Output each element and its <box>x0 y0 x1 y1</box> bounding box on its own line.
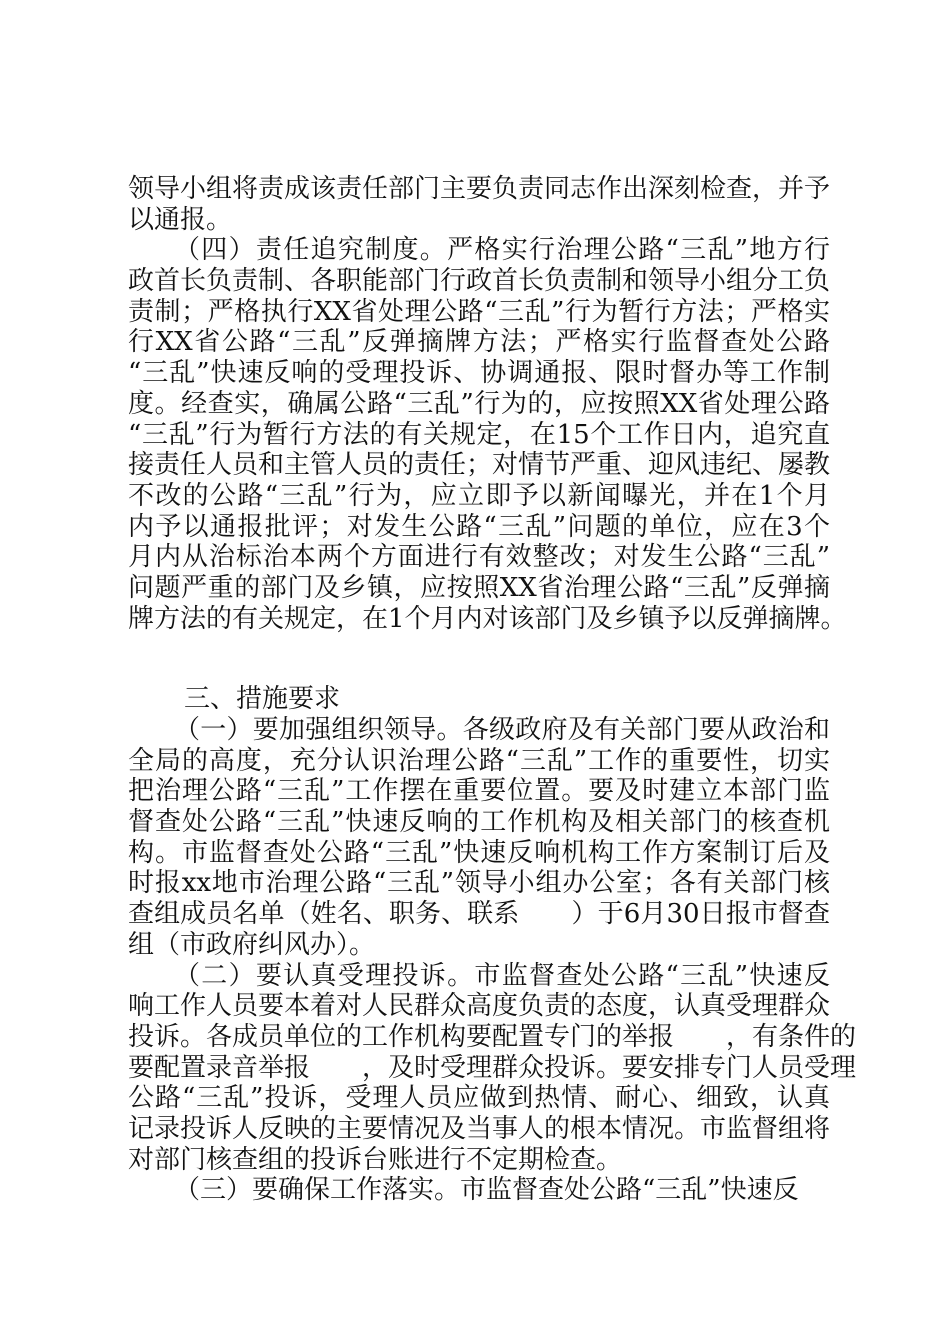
text-line: 公路“三乱”投诉，受理人员应做到热情、耐心、细致，认真 <box>128 1083 830 1114</box>
text-line: 度。经查实，确属公路“三乱”行为的，应按照XX省处理公路 <box>128 388 830 419</box>
text-line: 要配置录音举报 ，及时受理群众投诉。要安排专门人员受理 <box>128 1052 857 1083</box>
text-line: “三乱”快速反响的受理投诉、协调通报、限时督办等工作制 <box>128 358 830 389</box>
text-line: 月内从治标治本两个方面进行有效整改；对发生公路“三乱” <box>128 542 830 573</box>
text-line: 全局的高度，充分认识治理公路“三乱”工作的重要性，切实 <box>128 745 830 776</box>
text-line: 问题严重的部门及乡镇，应按照XX省治理公路“三乱”反弹摘 <box>128 572 830 603</box>
text-line: “三乱”行为暂行方法的有关规定，在15个工作日内，追究直 <box>128 419 830 450</box>
text-line: 领导小组将责成该责任部门主要负责同志作出深刻检查，并予 <box>128 174 831 204</box>
text-line: 不改的公路“三乱”行为，应立即予以新闻曝光，并在1个月 <box>128 480 830 511</box>
text-line: 政首长负责制、各职能部门行政首长负责制和领导小组分工负 <box>128 266 831 297</box>
text-line: 响工作人员要本着对人民群众高度负责的态度，认真受理群众 <box>128 991 831 1022</box>
text-line: 责制；严格执行XX省处理公路“三乱”行为暂行方法；严格实 <box>128 296 830 327</box>
section-heading <box>128 684 830 715</box>
text-line: 时报xx地市治理公路“三乱”领导小组办公室；各有关部门核 <box>128 868 830 899</box>
text-line: 投诉。各成员单位的工作机构要配置专门的举报 ，有条件的 <box>128 1021 857 1052</box>
text-line: （四）责任追究制度。严格实行治理公路“三乱”地方行 <box>174 235 830 266</box>
text-line: 把治理公路“三乱”工作摆在重要位置。要及时建立本部门监 <box>128 776 830 807</box>
text-line: 查组成员名单（姓名、职务、联系 ）于6月30日报市督查 <box>128 899 830 930</box>
text-line: （二）要认真受理投诉。市监督查处公路“三乱”快速反 <box>174 960 830 991</box>
text-line: 组（市政府纠风办）。 <box>128 929 376 960</box>
paragraph <box>128 715 830 961</box>
text-line: 构。市监督查处公路“三乱”快速反响机构工作方案制订后及 <box>128 837 830 868</box>
text-line: 以通报。 <box>128 204 233 235</box>
text-line: 行XX省公路“三乱”反弹摘牌方法；严格实行监督查处公路 <box>128 327 830 358</box>
paragraph <box>128 174 830 235</box>
paragraph <box>128 1175 830 1206</box>
paragraph <box>128 235 847 634</box>
text-line: 三、措施要求 <box>184 684 341 715</box>
text-line: （一）要加强组织领导。各级政府及有关部门要从政治和 <box>174 715 830 745</box>
text-line: 内予以通报批评；对发生公路“三乱”问题的单位，应在3个 <box>128 511 830 542</box>
text-line: 督查处公路“三乱”快速反响的工作机构及相关部门的核查机 <box>128 807 830 838</box>
document-page <box>128 174 857 1206</box>
text-line: 记录投诉人反映的主要情况及当事人的根本情况。市监督组将 <box>128 1113 831 1144</box>
text-line: （三）要确保工作落实。市监督查处公路“三乱”快速反 <box>174 1175 799 1206</box>
text-line: 牌方法的有关规定，在1个月内对该部门及乡镇予以反弹摘牌。 <box>128 603 847 634</box>
text-line: 接责任人员和主管人员的责任；对情节严重、迎风违纪、屡教 <box>128 450 831 481</box>
text-line: 对部门核查组的投诉台账进行不定期检查。 <box>128 1144 623 1175</box>
paragraph <box>128 960 857 1176</box>
